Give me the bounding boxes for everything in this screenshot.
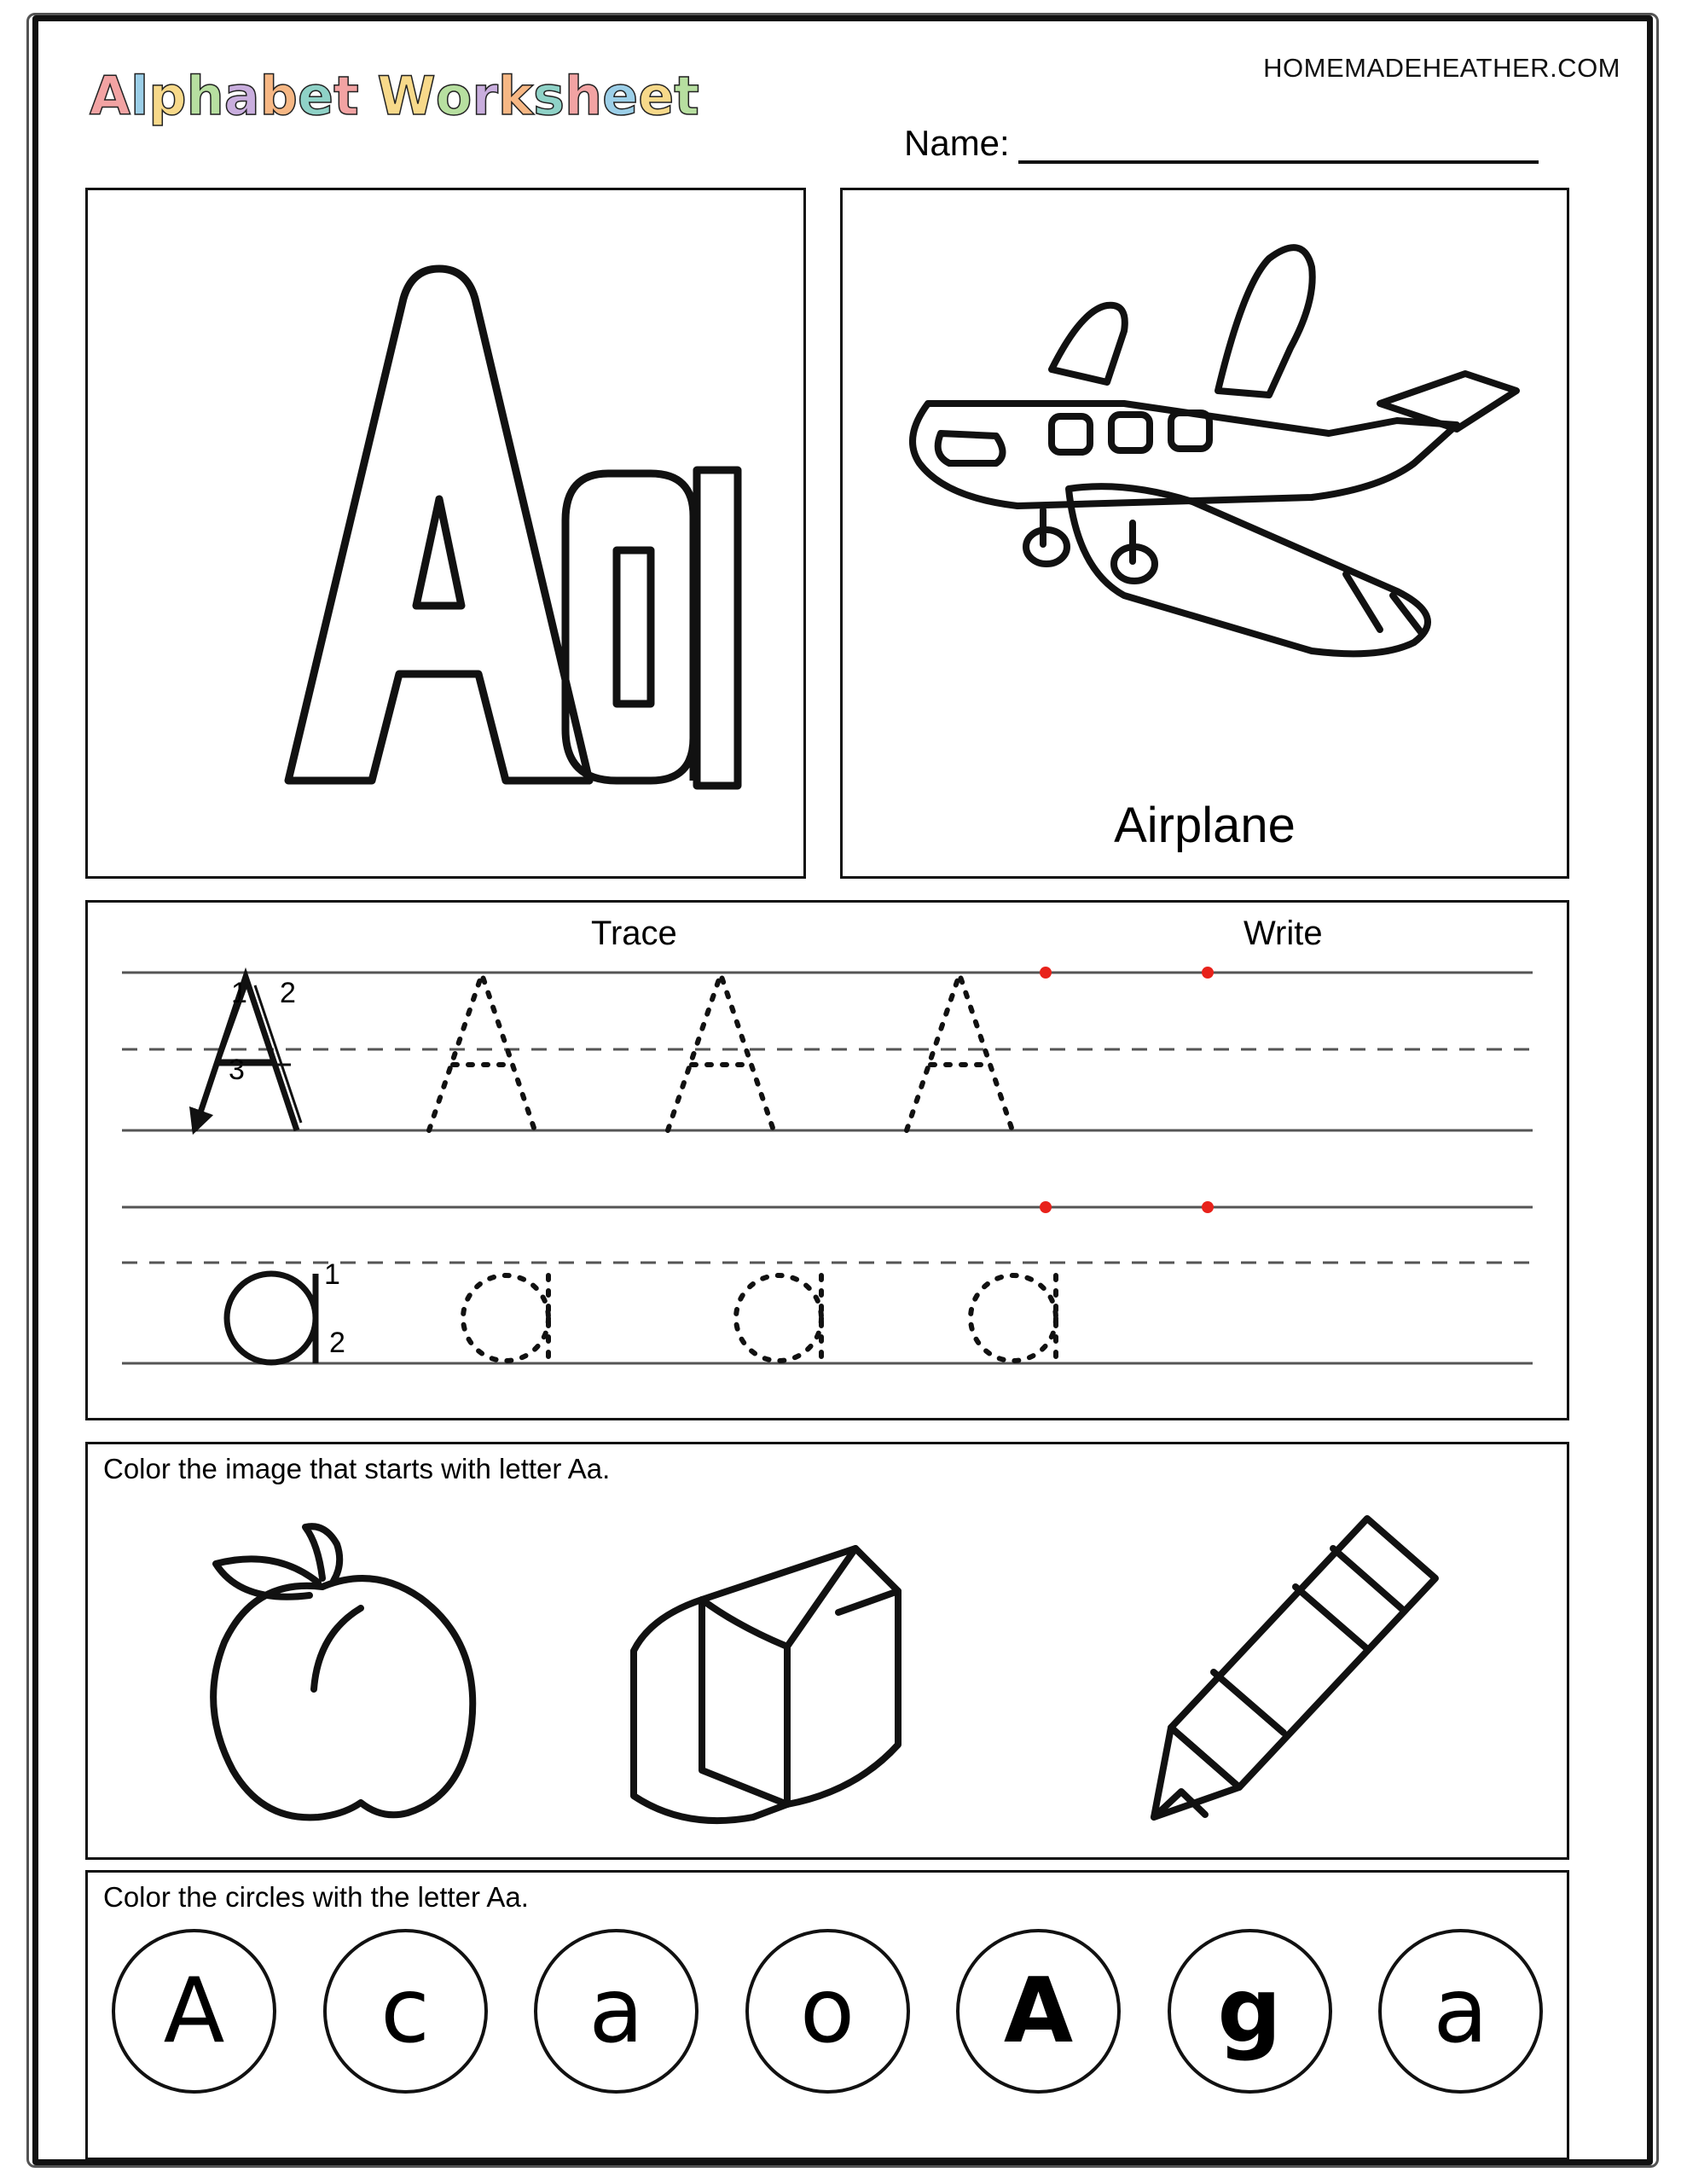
svg-text:2: 2 xyxy=(280,977,296,1009)
circle-item[interactable]: A xyxy=(956,1929,1121,2094)
svg-text:3: 3 xyxy=(229,1054,245,1086)
circle-item[interactable]: A xyxy=(112,1929,276,2094)
color-image-box xyxy=(85,1442,1569,1860)
circle-item[interactable]: g xyxy=(1168,1929,1332,2094)
svg-text:1: 1 xyxy=(324,1258,340,1291)
trace-lines-graphic xyxy=(88,956,1567,1416)
name-label: Name: xyxy=(904,123,1010,163)
page-title: Alphabet Worksheet xyxy=(90,65,699,127)
circle-caption: Color the circles with the letter Aa. xyxy=(103,1881,529,1913)
trace-header: Trace xyxy=(591,915,677,952)
write-header: Write xyxy=(1244,915,1323,952)
apple-icon xyxy=(213,1526,472,1817)
circle-row xyxy=(112,1929,1543,2094)
trace-box xyxy=(85,900,1569,1420)
airplane-icon xyxy=(868,207,1542,736)
letter-outline-graphic xyxy=(88,190,803,876)
circle-item[interactable]: o xyxy=(745,1929,910,2094)
svg-text:1: 1 xyxy=(231,977,247,1009)
name-input-line[interactable] xyxy=(1018,119,1539,164)
picture-box xyxy=(840,188,1569,879)
site-url: HOMEMADEHEATHER.COM xyxy=(1263,53,1620,83)
pencil-icon xyxy=(1154,1519,1435,1817)
svg-text:2: 2 xyxy=(329,1327,345,1359)
color-image-caption: Color the image that starts with letter Aa. xyxy=(103,1453,611,1484)
name-field-row xyxy=(904,119,1539,164)
circle-box xyxy=(85,1870,1569,2160)
letter-display-box xyxy=(85,188,806,879)
book-icon xyxy=(634,1548,898,1821)
picture-label: Airplane xyxy=(1114,798,1296,853)
circle-item[interactable]: a xyxy=(534,1929,699,2094)
circle-item[interactable]: c xyxy=(323,1929,488,2094)
circle-item[interactable]: a xyxy=(1378,1929,1543,2094)
color-image-graphics xyxy=(105,1497,1555,1838)
